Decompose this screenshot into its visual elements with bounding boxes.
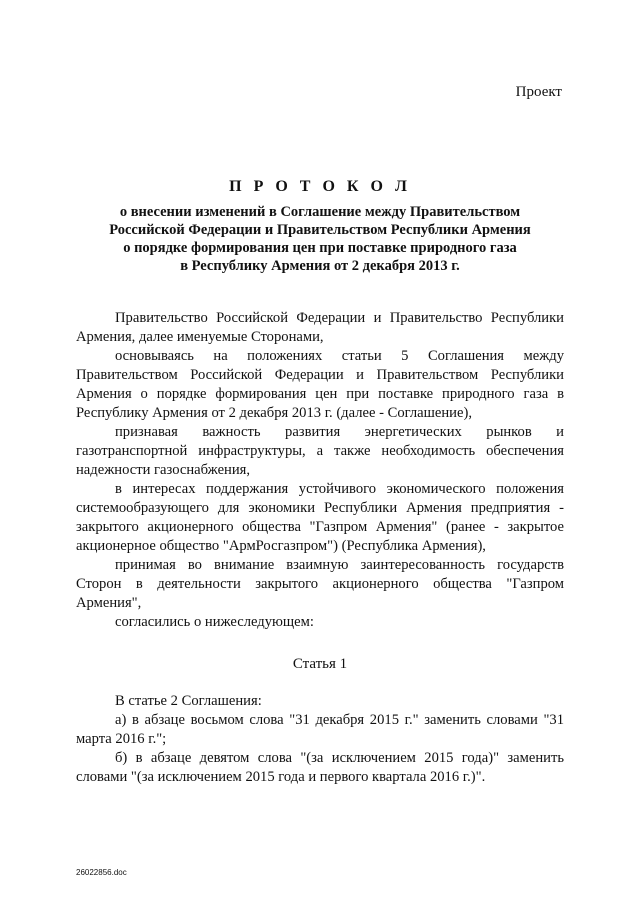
file-name: 26022856.doc [76,868,127,877]
article-body [76,692,564,787]
subtitle-line: о внесении изменений в Соглашение между Правительством [119,204,521,220]
preamble-paragraph: в интересах поддержания устойчивого экономического положения системообразующего для экономики Республики Армения предприятия - закрытого акционерного общества "Газпром Армения" (ранее - закрытое акционерное общество "АрмРосгазпром") (Республика Армения), [76,481,564,554]
preamble-paragraph: принимая во внимание взаимную заинтересованность государств Сторон в деятельности закрытого акционерного общества "Газпром Армения", [76,557,564,611]
document-title: П Р О Т О К О Л [229,178,411,195]
subtitle-line: в Республику Армения от 2 декабря 2013 г. [180,258,460,274]
preamble [76,309,564,632]
subtitle-line: о порядке формирования цен при поставке природного газа [123,240,517,256]
preamble-paragraph: Правительство Российской Федерации и Правительство Республики Армения, далее именуемые Сторонами, [76,310,564,345]
article-heading: Статья 1 [292,656,348,672]
preamble-paragraph: признавая важность развития энергетических рынков и газотранспортной инфраструктуры, а также необходимость обеспечения надежности газоснабжения, [76,424,564,478]
article-item: б) в абзаце девятом слова "(за исключением 2015 года)" заменить словами "(за исключением 2015 года и первого квартала 2016 г.)". [76,750,564,785]
document-subtitle [60,203,580,275]
preamble-paragraph: согласились о нижеследующем: [115,614,314,630]
article-intro: В статье 2 Соглашения: [115,693,262,709]
subtitle-line: Российской Федерации и Правительством Республики Армения [109,222,531,238]
preamble-paragraph: основываясь на положениях статьи 5 Соглашения между Правительством Российской Федерации и Правительством Республики Армения о порядке формирования цен при поставке природного газа в Республику Армения от 2 декабря 2013 г. (далее - Соглашение), [76,348,564,421]
article-item: а) в абзаце восьмом слова "31 декабря 2015 г." заменить словами "31 марта 2016 г."; [76,712,564,747]
draft-label: Проект [515,84,562,100]
